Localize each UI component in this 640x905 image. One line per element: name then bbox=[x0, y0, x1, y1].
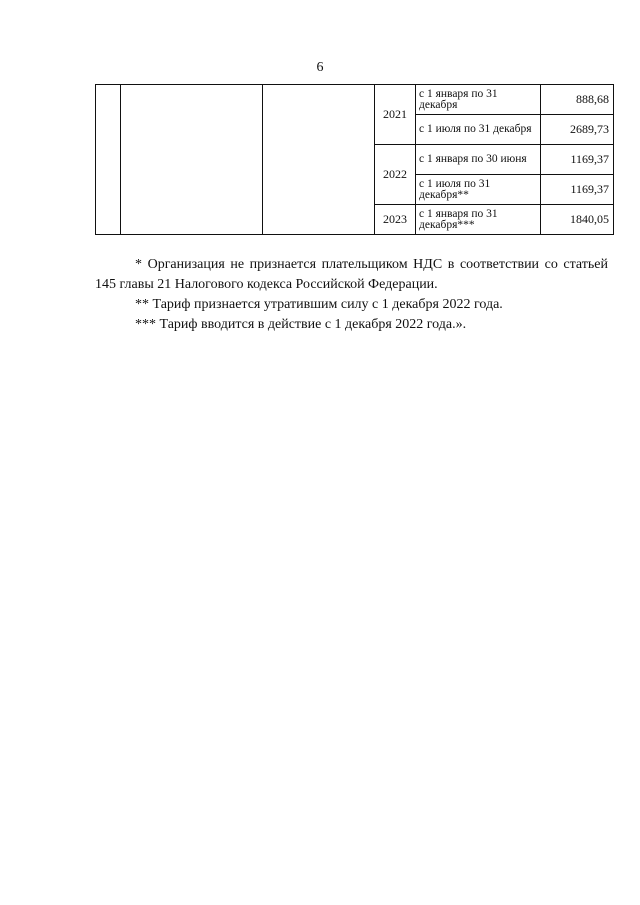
period-cell: с 1 июля по 31 декабря bbox=[416, 115, 541, 145]
footnote-tariff-expired: ** Тариф признается утратившим силу с 1 декабря 2022 года. bbox=[135, 297, 503, 312]
name-cell bbox=[121, 85, 263, 235]
period-cell: с 1 января по 30 июня bbox=[416, 145, 541, 175]
footnotes bbox=[95, 255, 608, 335]
tariff-value-cell: 1169,37 bbox=[541, 175, 614, 205]
year-cell: 2022 bbox=[375, 145, 416, 205]
tariff-table bbox=[95, 84, 614, 235]
footnote-tariff-effective: *** Тариф вводится в действие с 1 декабря 2022 года.». bbox=[135, 317, 467, 332]
footnote-vat: * Организация не признается плательщиком НДС в соответствии со статьей 145 главы 21 Налогового кодекса Российской Федерации. bbox=[95, 257, 608, 292]
table-row bbox=[96, 85, 614, 115]
tariff-value-cell: 1169,37 bbox=[541, 145, 614, 175]
tariff-value-cell: 1840,05 bbox=[541, 205, 614, 235]
year-cell: 2023 bbox=[375, 205, 416, 235]
year-cell: 2021 bbox=[375, 85, 416, 145]
tariff-value-cell: 2689,73 bbox=[541, 115, 614, 145]
tariff-value-cell: 888,68 bbox=[541, 85, 614, 115]
period-cell: с 1 января по 31 декабря*** bbox=[416, 205, 541, 235]
period-cell: с 1 января по 31 декабря bbox=[416, 85, 541, 115]
page-number: 6 bbox=[316, 60, 324, 75]
number-cell bbox=[96, 85, 121, 235]
organization-cell bbox=[263, 85, 375, 235]
period-cell: с 1 июля по 31 декабря** bbox=[416, 175, 541, 205]
